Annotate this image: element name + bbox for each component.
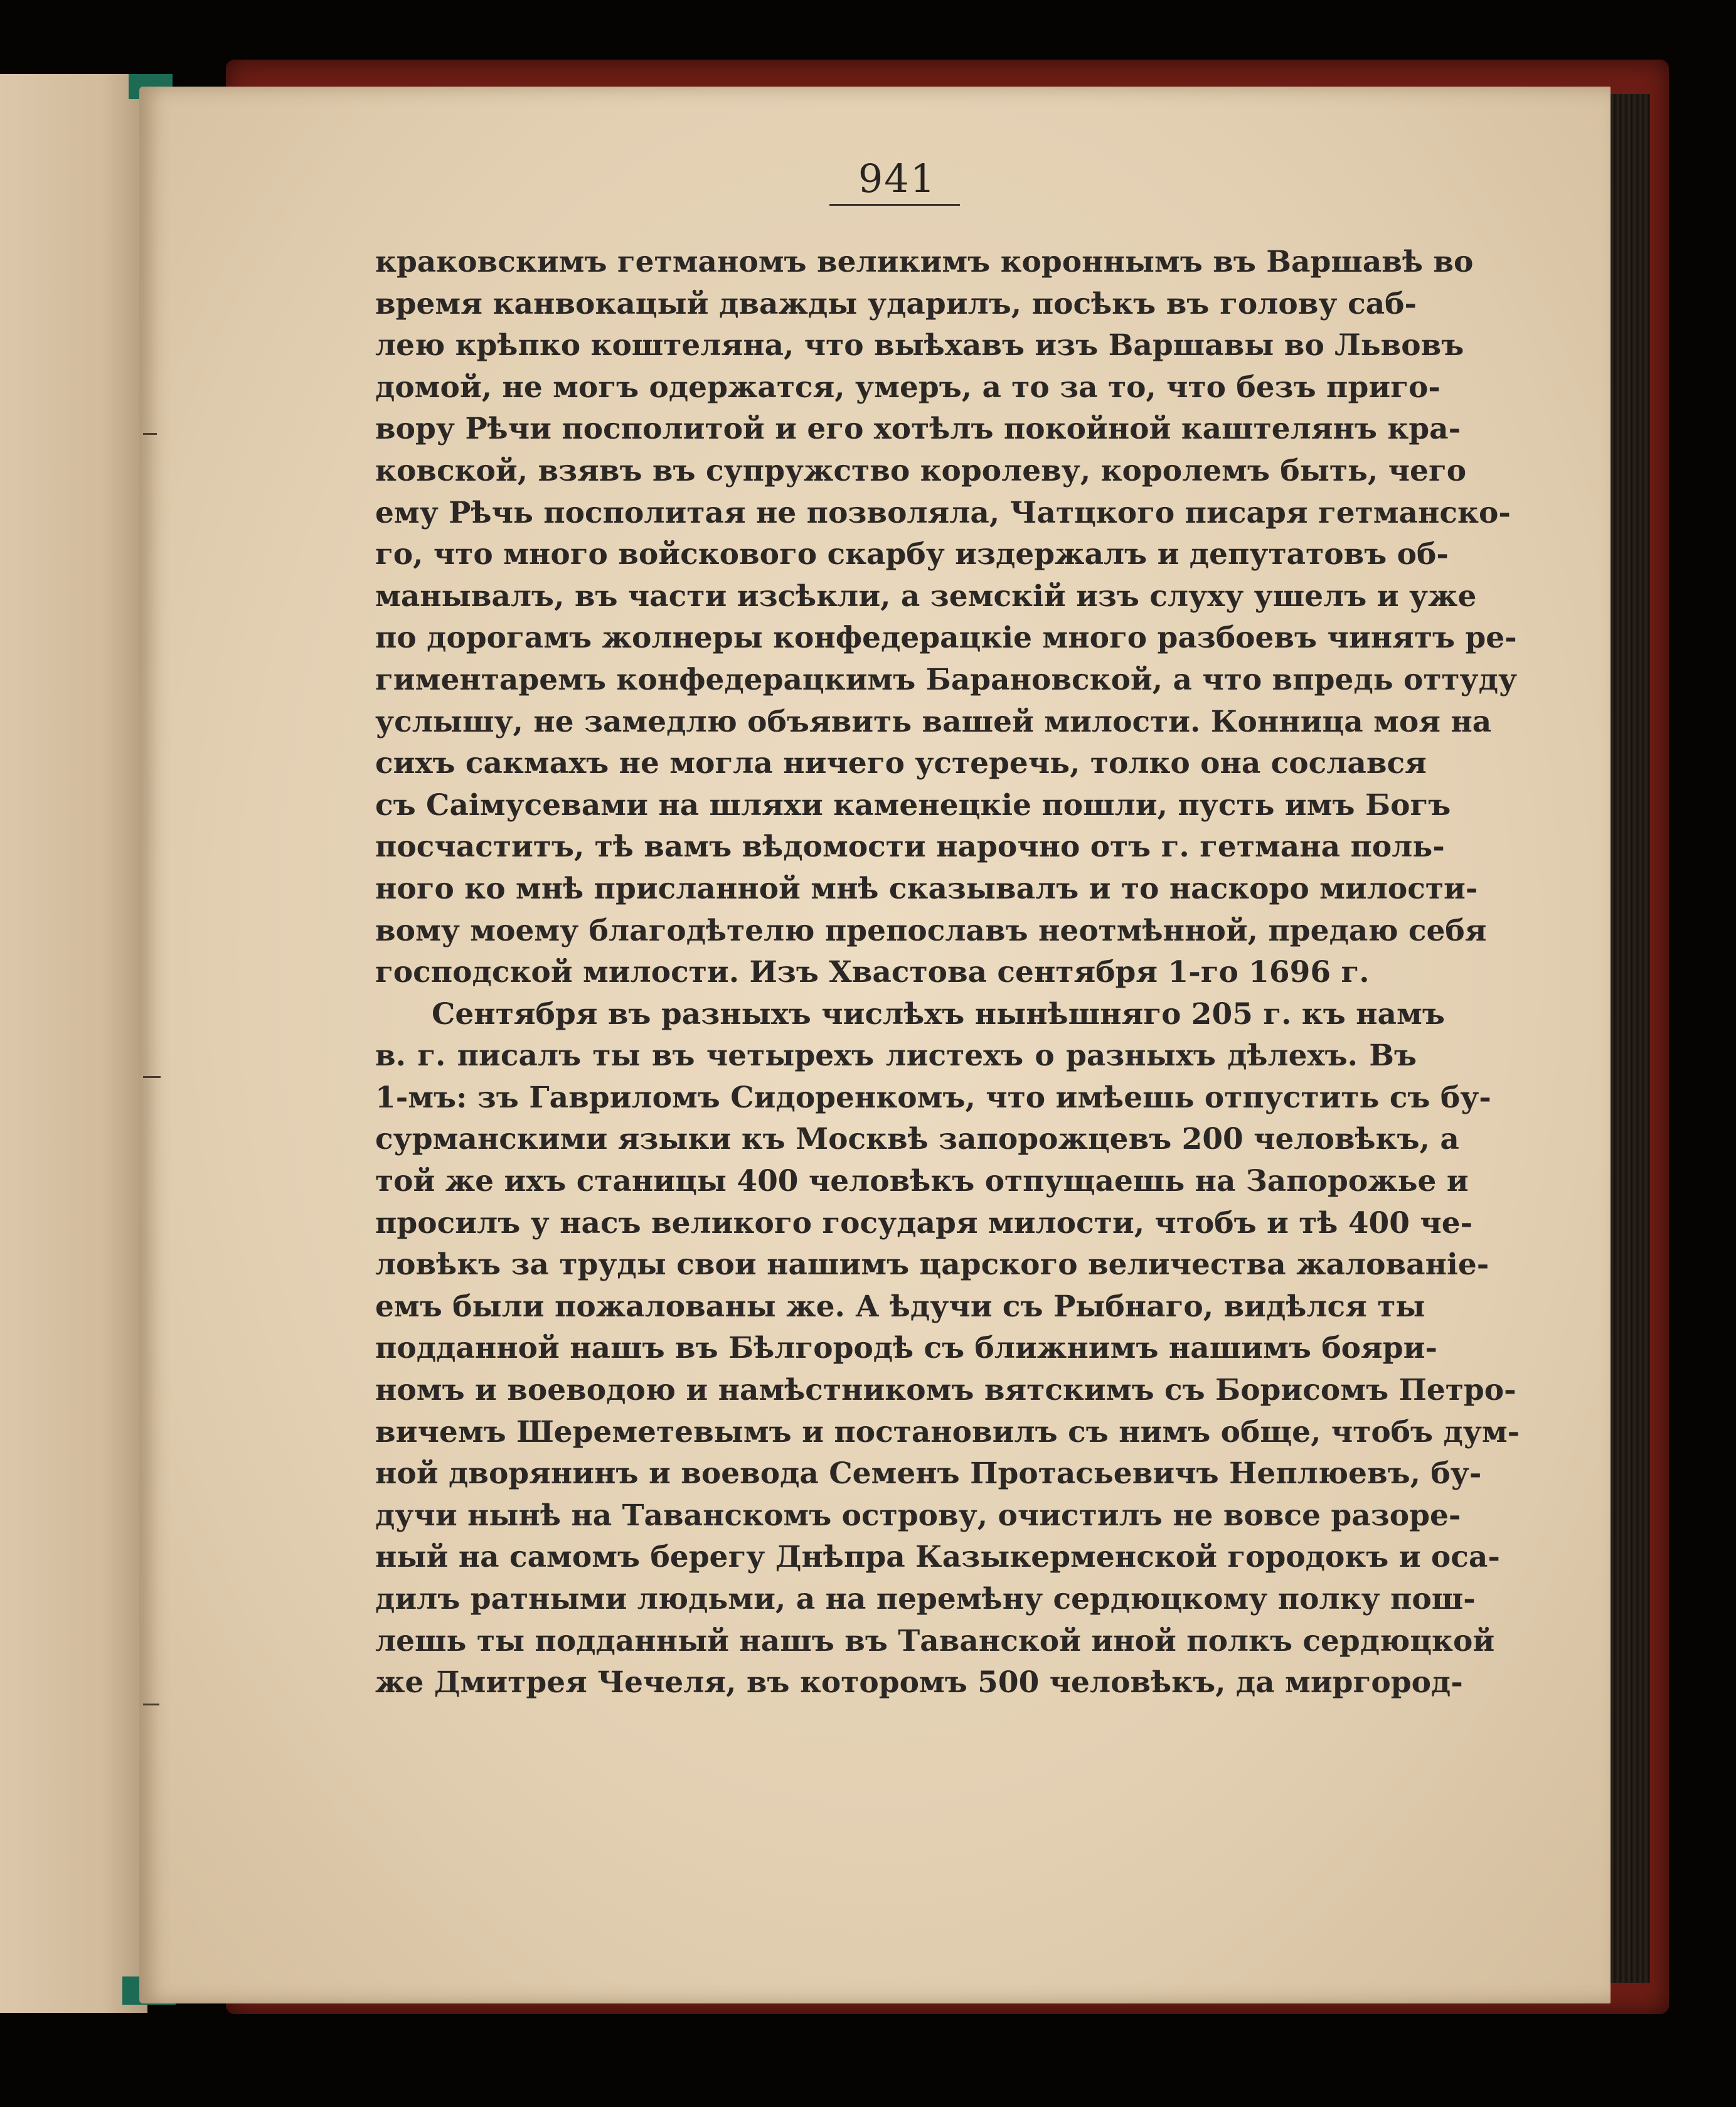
text-line: ный на самомъ берегу Днѣпра Казыкерменской городокъ и оса-	[375, 1540, 1500, 1575]
text-line: ему Рѣчь посполитая не позволяла, Чатцкого писаря гетманско-	[375, 495, 1511, 530]
text-line: манывалъ, въ части изсѣкли, а земскій изъ слуху ушелъ и уже	[375, 579, 1477, 614]
margin-mark	[143, 1076, 161, 1078]
page-number-rule	[829, 204, 960, 206]
text-line: го, что много войскового скарбу издержалъ и депутатовъ об-	[375, 537, 1449, 572]
margin-mark	[143, 1704, 159, 1705]
text-line: просилъ у насъ великого государя милости, чтобъ и тѣ 400 че-	[375, 1205, 1473, 1240]
margin-mark	[143, 433, 157, 435]
left-page-edge	[0, 74, 147, 2013]
text-line: номъ и воеводою и намѣстникомъ вятскимъ съ Борисомъ Петро-	[375, 1373, 1516, 1408]
text-line: съ Саімусевами на шляхи каменецкіе пошли, пусть имъ Богъ	[375, 787, 1451, 823]
text-line: по дорогамъ жолнеры конфедерацкіе много разбоевъ чинятъ ре-	[375, 621, 1517, 656]
text-line: дилъ ратными людьми, а на перемѣну сердюцкому полку пош-	[375, 1582, 1476, 1616]
text-line: сихъ сакмахъ не могла ничего устеречь, толко она сослався	[375, 746, 1427, 781]
text-line: ловѣкъ за труды свои нашимъ царского величества жалованіе-	[375, 1247, 1489, 1283]
text-line: той же ихъ станицы 400 человѣкъ отпущаешь на Запорожье и	[375, 1164, 1469, 1199]
text-line: гиментаремъ конфедерацкимъ Барановской, а что впредь оттуду	[375, 662, 1518, 697]
text-line: господской милости. Изъ Хвастова сентября 1-го 1696 г.	[375, 955, 1370, 990]
text-line: ковской, взявъ въ супружство королеву, королемъ быть, чего	[375, 453, 1467, 488]
text-line: вору Рѣчи посполитой и его хотѣлъ покойной каштелянъ кра-	[375, 412, 1461, 447]
text-line: подданной нашъ въ Бѣлгородѣ съ ближнимъ нашимъ бояри-	[375, 1331, 1437, 1366]
text-line: ной дворянинъ и воевода Семенъ Протасьевичъ Неплюевъ, бу-	[375, 1456, 1482, 1491]
text-line: дучи нынѣ на Таванскомъ острову, очистилъ не вовсе разоре-	[375, 1498, 1461, 1533]
text-line: краковскимъ гетманомъ великимъ короннымъ въ Варшавѣ во	[375, 245, 1474, 279]
text-line: время канвокацый дважды ударилъ, посѣкъ въ голову саб-	[375, 286, 1417, 321]
text-line: домой, не могъ одержатся, умеръ, а то за то, что безъ приго-	[375, 370, 1440, 405]
text-line: вому моему благодѣтелю препославъ неотмѣнной, предаю себя	[375, 913, 1487, 948]
page-body-text	[375, 242, 1520, 1704]
page-number: 941	[858, 156, 937, 201]
text-line: емъ были пожалованы же. А ѣдучи съ Рыбнаго, видѣлся ты	[375, 1289, 1425, 1324]
text-line: сурманскими языки къ Москвѣ запорожцевъ 200 человѣкъ, а	[375, 1122, 1459, 1157]
text-line: вичемъ Шереметевымъ и постановилъ съ нимъ обще, чтобъ дум-	[375, 1414, 1520, 1449]
text-line: услышу, не замедлю объявить вашей милости. Конница моя на	[375, 704, 1492, 739]
text-line: посчаститъ, тѣ вамъ вѣдомости нарочно отъ г. гетмана поль-	[375, 829, 1445, 865]
paragraph-start-line: Сентября въ разныхъ числѣхъ нынѣшняго 205 г. къ намъ	[432, 996, 1445, 1032]
text-line: лешь ты подданный нашъ въ Таванской иной полкъ сердюцкой	[375, 1623, 1495, 1658]
text-line: 1-мъ: зъ Гавриломъ Сидоренкомъ, что имѣешь отпустить съ бу-	[375, 1080, 1491, 1115]
text-line: лею крѣпко коштеляна, что выѣхавъ изъ Варшавы во Львовъ	[375, 328, 1464, 363]
text-line: в. г. писалъ ты въ четырехъ листехъ о разныхъ дѣлехъ. Въ	[375, 1038, 1417, 1074]
text-line: же Дмитрея Чечеля, въ которомъ 500 человѣкъ, да миргород-	[375, 1665, 1463, 1700]
text-line: ного ко мнѣ присланной мнѣ сказывалъ и то наскоро милости-	[375, 871, 1478, 906]
